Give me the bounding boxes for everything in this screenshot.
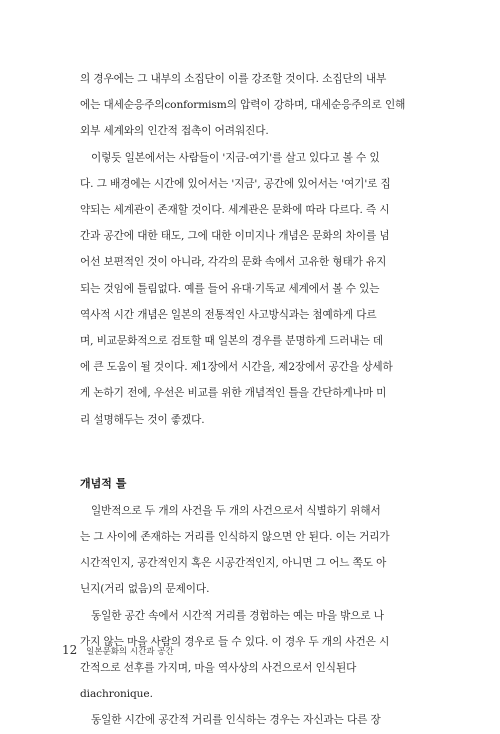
text-line: 다. 그 배경에는 시간에 있어서는 '지금', 공간에 있어서는 '여기'로 집: [80, 177, 391, 190]
text-line: 역사적 시간 개념은 일본의 전통적인 사고방식과는 첨예하게 다르: [80, 308, 377, 321]
paragraph: [80, 707, 425, 733]
text-line: 리 설명해두는 것이 좋겠다.: [80, 413, 205, 426]
text-line: diachronique.: [80, 688, 153, 701]
text-line: 게 논하기 전에, 우선은 비교를 위한 개념적인 틀을 간단하게나마 미: [80, 387, 387, 400]
text-line: 동일한 공간 속에서 시간적 거리를 경험하는 예는 마을 밖으로 나: [91, 609, 384, 622]
text-line: 닌지(거리 없음)의 문제이다.: [80, 583, 210, 596]
text-line: 일반적으로 두 개의 사건을 두 개의 사건으로서 식별하기 위해서: [91, 504, 381, 517]
text-line: 에 큰 도움이 될 것이다. 제1장에서 시간을, 제2장에서 공간을 상세하: [80, 361, 393, 374]
text-line: 간적으로 선후를 가지며, 마을 역사상의 사건으로서 인식된다: [80, 662, 357, 675]
text-block-section: [80, 498, 425, 734]
text-line: 동일한 시간에 공간적 거리를 인식하는 경우는 자신과는 다른 장: [91, 714, 381, 727]
page-body: [80, 66, 425, 734]
text-line: 되는 것임에 틀림없다. 예를 들어 유대·기독교 세계에서 볼 수 있는: [80, 282, 380, 295]
text-line: 며, 비교문화적으로 검토할 때 일본의 경우를 분명하게 드러내는 데: [80, 335, 384, 348]
text-line: 가지 않는 마을 사람의 경우로 들 수 있다. 이 경우 두 개의 사건은 시: [80, 635, 390, 648]
text-block-intro: [80, 66, 425, 433]
text-line: 약되는 세계관이 존재할 것이다. 세계관은 문화에 따라 다르다. 즉 시: [80, 204, 390, 217]
text-line: 시간적인지, 공간적인지 혹은 시공간적인지, 아니면 그 어느 쪽도 아: [80, 557, 387, 570]
text-line: 어선 보편적인 것이 아니라, 각각의 문화 속에서 고유한 형태가 유지: [80, 256, 387, 269]
paragraph: [80, 498, 425, 603]
paragraph: [80, 145, 425, 433]
section-heading: 개념적 틀: [80, 476, 127, 490]
text-line: 의 경우에는 그 내부의 소집단이 이를 강조할 것이다. 소집단의 내부: [80, 73, 387, 85]
text-line: 간과 공간에 대한 태도, 그에 대한 이미지나 개념은 문화의 차이를 넘: [80, 230, 390, 243]
text-line: 외부 세계와의 인간적 접촉이 어려워진다.: [80, 125, 269, 138]
page-number: 12: [62, 643, 78, 657]
text-line: 에는 대세순응주의conformism의 압력이 강하며, 대세순응주의로 인해: [80, 99, 406, 112]
text-line: 는 그 사이에 존재하는 거리를 인식하지 않으면 안 된다. 이는 거리가: [80, 531, 390, 544]
running-title: 일본문화의 시간과 공간: [86, 647, 174, 657]
paragraph: [80, 66, 425, 145]
text-line: 이렇듯 일본에서는 사람들이 '지금-여기'를 살고 있다고 볼 수 있: [91, 151, 380, 164]
page-footer: [62, 643, 174, 657]
